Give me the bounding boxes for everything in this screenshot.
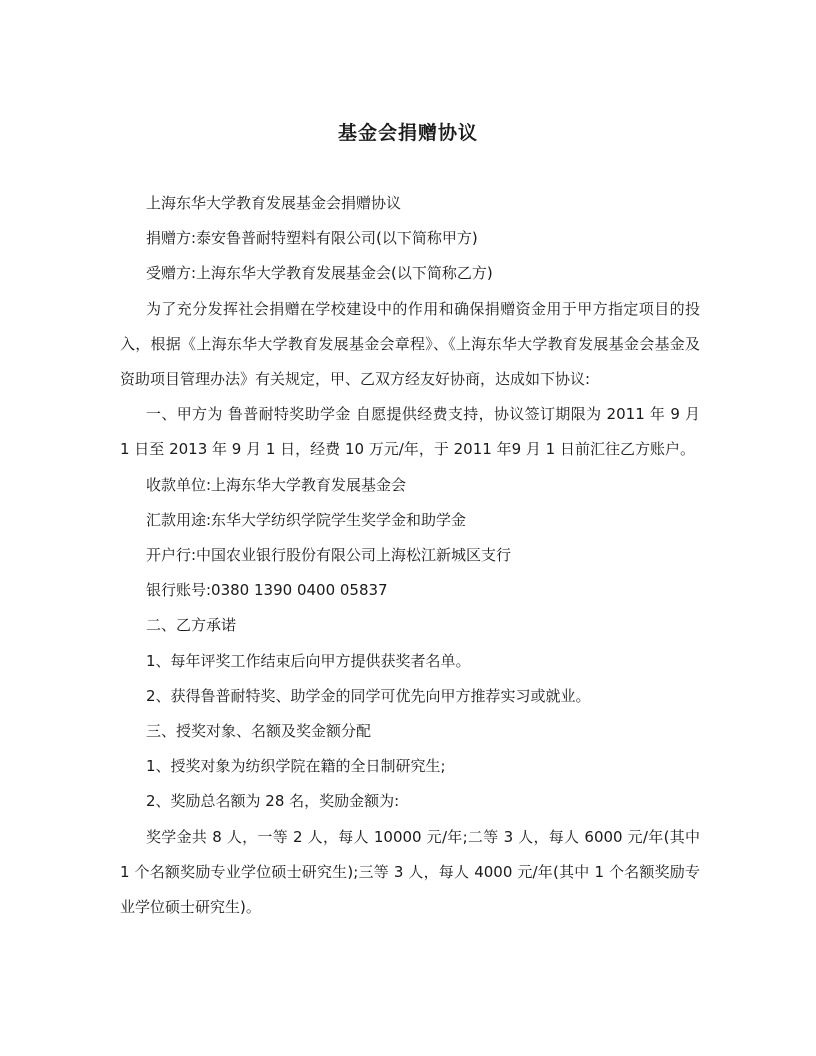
document-title: 基金会捐赠协议 [337,122,478,144]
document-body [120,186,700,925]
paragraph-article-3-heading: 三、授奖对象、名额及奖金额分配 [146,722,372,741]
paragraph-article-1: 一、甲方为 鲁普耐特奖助学金 自愿提供经费支持，协议签订期限为 2011 年 9 月 1 日至 2013 年 9 月 1 日，经费 10 万元/年，于 2011 年9 月 1 日前汇往乙方账户。 [120,405,700,459]
paragraph-article-3-item-2: 2、奖励总名额为 28 名，奖励金额为: [146,792,400,811]
paragraph-payee: 收款单位:上海东华大学教育发展基金会 [146,475,407,494]
paragraph-donor: 捐赠方:泰安鲁普耐特塑料有限公司(以下简称甲方) [146,229,478,248]
paragraph-scholarship-allocation: 奖学金共 8 人，一等 2 人，每人 10000 元/年;二等 3 人，每人 6000 元/年(其中 1 个名额奖励专业学位硕士研究生);三等 3 人，每人 4000 元/年(其中 1 个名额奖励专业学位硕士研究生)。 [120,827,700,917]
paragraph-agreement-name: 上海东华大学教育发展基金会捐赠协议 [146,194,402,212]
paragraph-account-number: 银行账号:0380 1390 0400 05837 [146,581,388,600]
paragraph-article-3-item-1: 1、授奖对象为纺织学院在籍的全日制研究生; [146,757,446,776]
paragraph-article-2-item-1: 1、每年评奖工作结束后向甲方提供获奖者名单。 [146,651,471,670]
paragraph-article-2-heading: 二、乙方承诺 [146,616,237,635]
paragraph-remittance-purpose: 汇款用途:东华大学纺织学院学生奖学金和助学金 [146,510,467,529]
paragraph-recipient: 受赠方:上海东华大学教育发展基金会(以下简称乙方) [146,264,493,283]
paragraph-bank: 开户行:中国农业银行股份有限公司上海松江新城区支行 [146,546,512,565]
paragraph-article-2-item-2: 2、获得鲁普耐特奖、助学金的同学可优先向甲方推荐实习或就业。 [146,686,591,705]
paragraph-preamble: 为了充分发挥社会捐赠在学校建设中的作用和确保捐赠资金用于甲方指定项目的投入，根据《上海东华大学教育发展基金会章程》、《上海东华大学教育发展基金会基金及资助项目管理办法》有关规定，甲、乙双方经友好协商，达成如下协议: [120,299,700,389]
